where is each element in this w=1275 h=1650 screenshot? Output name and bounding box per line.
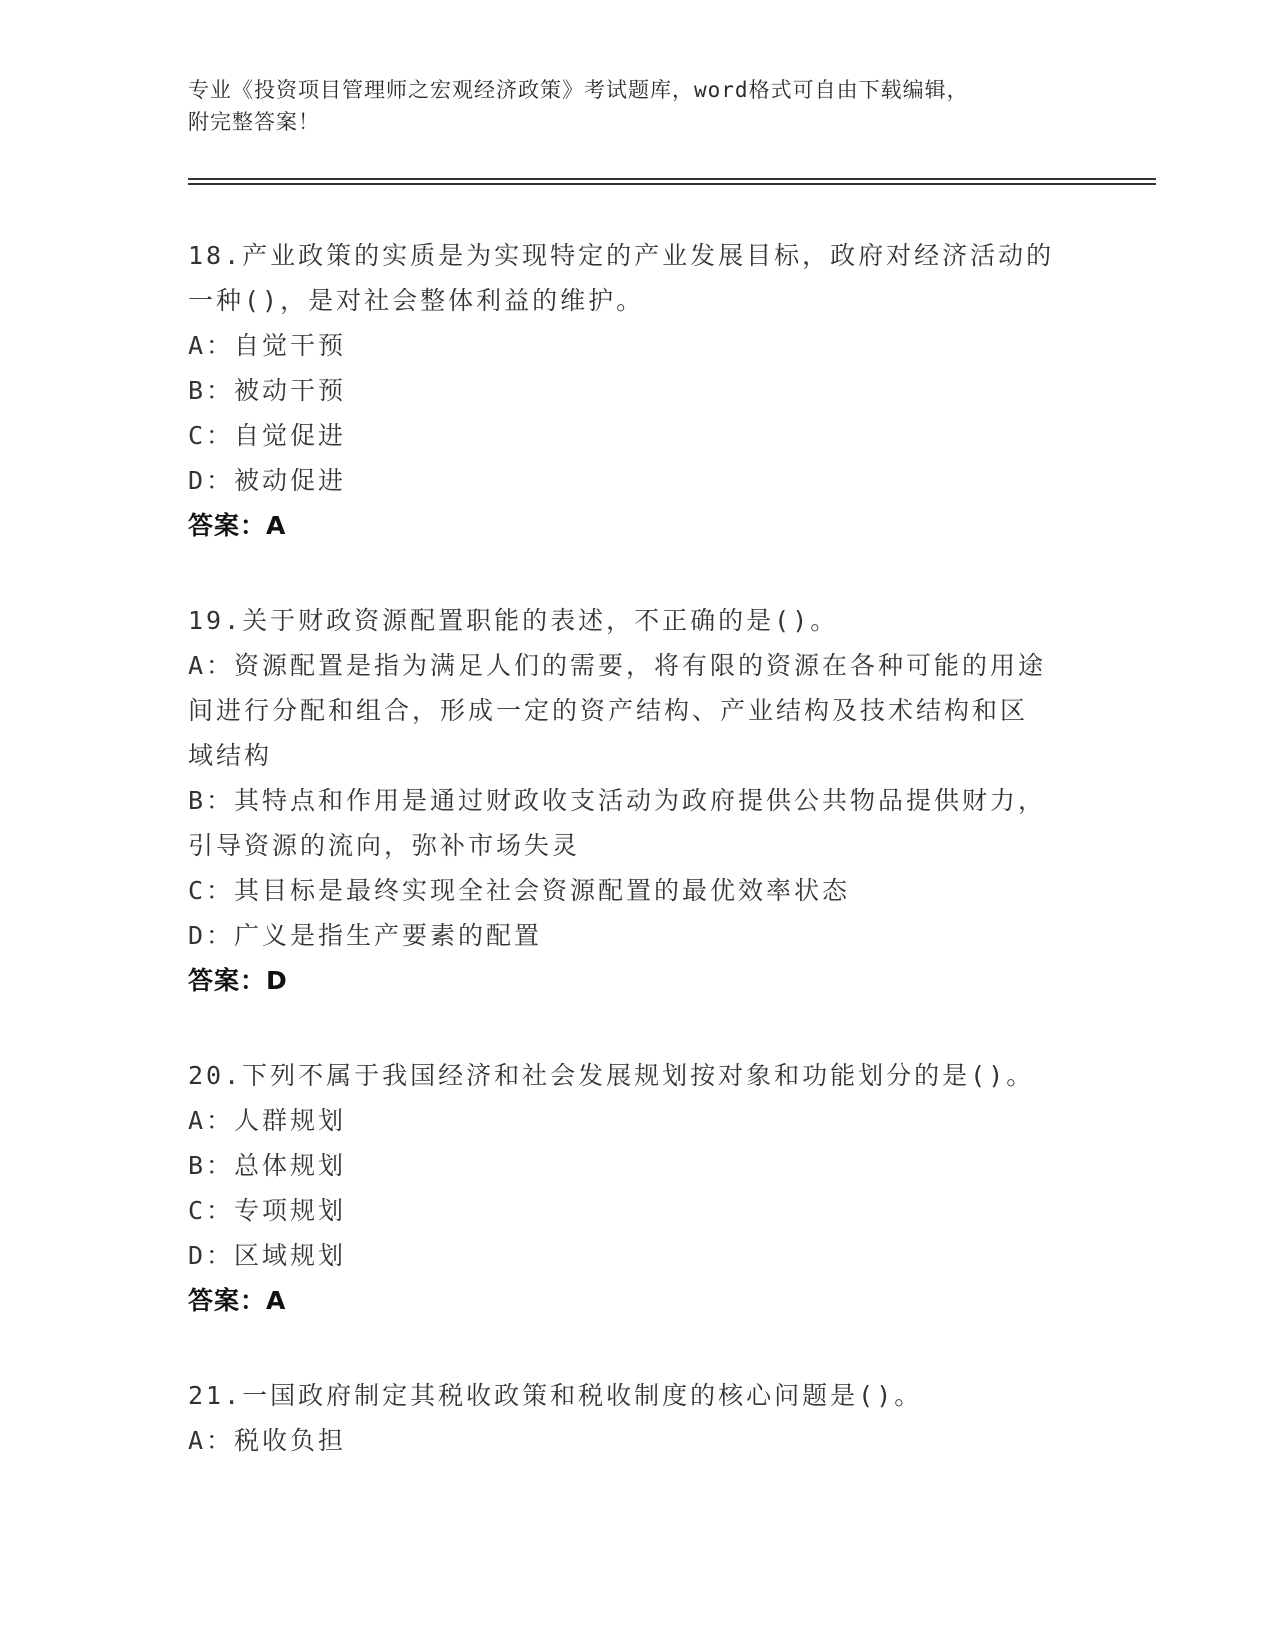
header-divider-top (188, 178, 1156, 180)
question-19-option-a-line-2: 间进行分配和组合，形成一定的资产结构、产业结构及技术结构和区 (188, 696, 1029, 725)
question-19-option-a-line-3: 域结构 (188, 741, 273, 770)
question-21 (188, 1373, 1088, 1463)
question-18-answer: 答案：A (188, 511, 287, 540)
header-line-1: 专业《投资项目管理师之宏观经济政策》考试题库，word格式可自由下载编辑， (188, 78, 969, 102)
question-19-option-c: C：其目标是最终实现全社会资源配置的最优效率状态 (188, 876, 851, 905)
question-18-stem-line-1: 18.产业政策的实质是为实现特定的产业发展目标，政府对经济活动的 (188, 241, 1055, 270)
question-19-option-b-line-2: 引导资源的流向，弥补市场失灵 (188, 831, 581, 860)
header-divider-bottom (188, 183, 1156, 185)
question-21-option-a: A：税收负担 (188, 1426, 347, 1455)
question-18-option-c: C：自觉促进 (188, 421, 347, 450)
question-20-option-c: C：专项规划 (188, 1196, 347, 1225)
question-20-stem-line-1: 20.下列不属于我国经济和社会发展规划按对象和功能划分的是()。 (188, 1061, 1035, 1090)
question-18 (188, 233, 1088, 548)
question-19 (188, 598, 1088, 1003)
question-20-option-a: A：人群规划 (188, 1106, 347, 1135)
question-19-answer: 答案：D (188, 966, 288, 995)
question-19-stem-line-1: 19.关于财政资源配置职能的表述，不正确的是()。 (188, 606, 839, 635)
question-18-option-b: B：被动干预 (188, 376, 347, 405)
question-19-option-a-line-1: A：资源配置是指为满足人们的需要，将有限的资源在各种可能的用途 (188, 651, 1047, 680)
header-line-2: 附完整答案！ (188, 110, 320, 134)
question-18-option-a: A：自觉干预 (188, 331, 347, 360)
question-20-option-b: B：总体规划 (188, 1151, 347, 1180)
question-19-option-d: D：广义是指生产要素的配置 (188, 921, 543, 950)
question-20 (188, 1053, 1088, 1323)
document-header (188, 74, 1088, 138)
question-20-answer: 答案：A (188, 1286, 287, 1315)
question-19-option-b-line-1: B：其特点和作用是通过财政收支活动为政府提供公共物品提供财力， (188, 786, 1047, 815)
question-20-option-d: D：区域规划 (188, 1241, 347, 1270)
question-18-option-d: D：被动促进 (188, 466, 347, 495)
question-18-stem-line-2: 一种()，是对社会整体利益的维护。 (188, 286, 645, 315)
question-21-stem-line-1: 21.一国政府制定其税收政策和税收制度的核心问题是()。 (188, 1381, 923, 1410)
